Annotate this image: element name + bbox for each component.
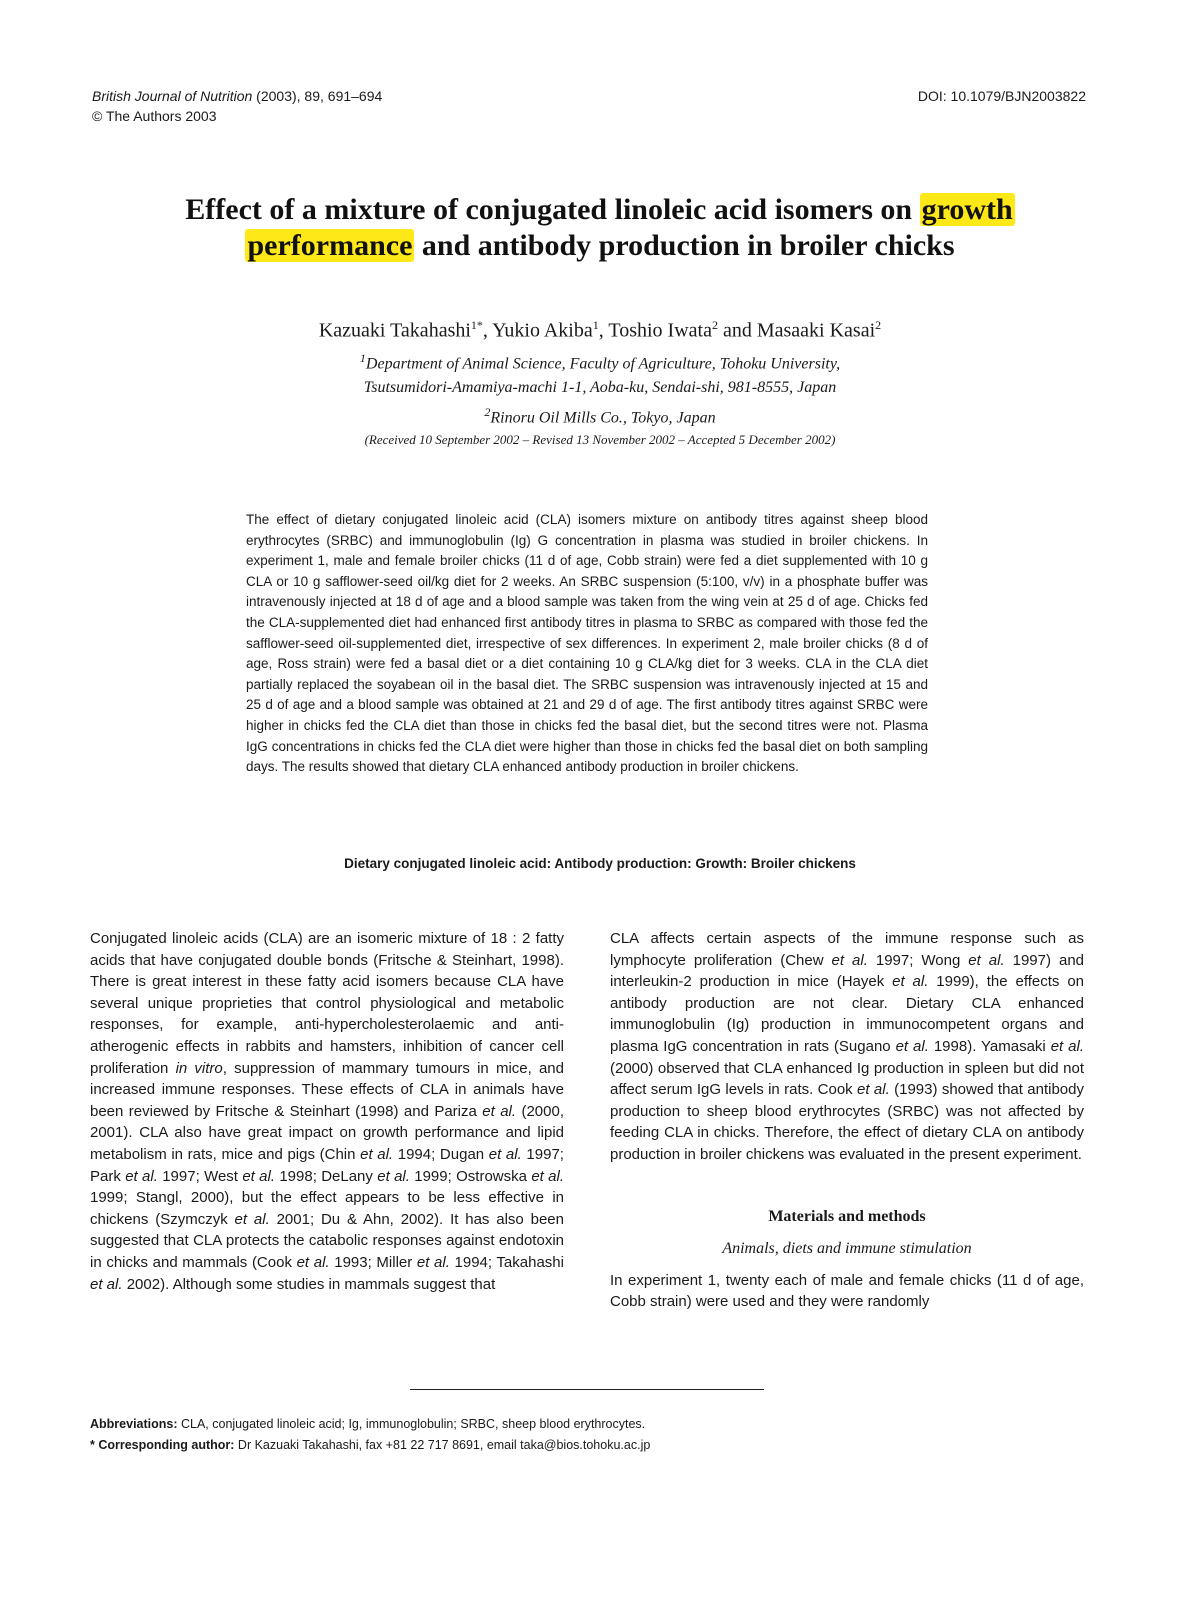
received-dates: (Received 10 September 2002 – Revised 13 November 2002 – Accepted 5 December 2002) bbox=[364, 432, 836, 447]
methods-paragraph: In experiment 1, twenty each of male and female chicks (11 d of age, Cobb strain) were used and they were randomly bbox=[610, 1271, 1084, 1311]
body-column-right bbox=[610, 928, 1084, 1313]
subsection-title: Animals, diets and immune stimulation bbox=[722, 1239, 972, 1257]
footnote-corresponding-author bbox=[90, 1436, 1110, 1454]
journal-citation bbox=[92, 86, 382, 106]
section-title: Materials and methods bbox=[768, 1207, 926, 1225]
author-name: Toshio Iwata bbox=[608, 319, 712, 342]
abstract: The effect of dietary conjugated linoleic acid (CLA) isomers mixture on antibody titres against sheep blood erythrocytes (SRBC) and immunoglobulin (Ig) G concentration in plasma was studied in broiler chickens. In experiment 1, male and female broiler chicks (11 d of age, Cobb strain) were fed a diet supplemented with 10 g CLA or 10 g safflower-seed oil/kg diet for 2 weeks. An SRBC suspension (5:100, v/v) in a phosphate buffer was intravenously injected at 18 d of age and a blood sample was taken from the wing vein at 25 d of age. Chicks fed the CLA-supplemented diet had enhanced first antibody titres in plasma to SRBC as compared with those fed the safflower-seed oil-supplemented diet, irrespective of sex differences. In experiment 2, male broiler chicks (8 d of age, Ross strain) were fed a basal diet or a diet containing 10 g CLA/kg diet for 3 weeks. CLA in the CLA diet partially replaced the soyabean oil in the basal diet. The SRBC suspension was intravenously injected at 15 and 25 d of age and a blood sample was obtained at 21 and 29 d of age. The first antibody titres against SRBC were higher in chicks fed the CLA diet than those in chicks fed the basal diet, but the second titres were not. Plasma IgG concentrations in chicks fed the CLA diet were higher than those in chicks fed the basal diet on both sampling days. The results showed that dietary CLA enhanced antibody production in broiler chickens. bbox=[246, 512, 928, 775]
affiliations bbox=[90, 346, 1110, 431]
affiliation-text: Department of Animal Science, Faculty of Agriculture, Tohoku University, bbox=[365, 355, 841, 373]
body-column-left bbox=[90, 928, 564, 1295]
affiliation-mark: 2 bbox=[484, 405, 491, 420]
affiliation-text: Rinoru Oil Mills Co., Tokyo, Japan bbox=[490, 409, 716, 427]
author-name: Yukio Akiba bbox=[492, 319, 593, 342]
author-name: Kazuaki Takahashi bbox=[318, 319, 471, 342]
affiliation-2 bbox=[90, 400, 1110, 430]
author-mark: 1 bbox=[592, 318, 599, 332]
affiliation-1-address: Tsutsumidori-Amamiya-machi 1-1, Aoba-ku, Sendai-shi, 981-8555, Japan bbox=[363, 379, 837, 397]
author-conjunction: and bbox=[717, 319, 757, 342]
footnote-text: CLA, conjugated linoleic acid; Ig, immunoglobulin; SRBC, sheep blood erythrocytes. bbox=[177, 1417, 646, 1431]
footnote-abbreviations bbox=[90, 1415, 1110, 1433]
intro-paragraph: Conjugated linoleic acids (CLA) are an isomeric mixture of 18 : 2 fatty acids that have conjugated double bonds (Fritsche & Steinhart, 1998). There is great interest in these fatty acid isomers because CLA have several unique proprieties that control physiological and metabolic responses, for example, anti-hypercholesterolaemic and anti-atherogenic effects in rabbits and hamsters, inhibition of cancer cell proliferation in vitro, suppression of mammary tumours in mice, and increased immune responses. These effects of CLA in animals have been reviewed by Fritsche & Steinhart (1998) and Pariza et al. (2000, 2001). CLA also have great impact on growth performance and lipid metabolism in rats, mice and pigs (Chin et al. 1994; Dugan et al. 1997; Park et al. 1997; West et al. 1998; DeLany et al. 1999; Ostrowska et al. 1999; Stangl, 2000), but the effect appears to be less effective in chickens (Szymczyk et al. 2001; Du & Ahn, 2002). It has also been suggested that CLA protects the catabolic responses against endotoxin in chicks and mammals (Cook et al. 1993; Miller et al. 1994; Takahashi et al. 2002). Although some studies in mammals suggest that bbox=[90, 930, 564, 1293]
author-mark: 2 bbox=[711, 318, 718, 332]
intro-paragraph-continued: CLA affects certain aspects of the immune response such as lymphocyte proliferation (Chew et al. 1997; Wong et al. 1997) and interleukin-2 production in mice (Hayek et al. 1999), the effects on antibody production are not clear. Dietary CLA enhanced immunoglobulin (Ig) production in immunocompetent organs and plasma IgG concentration in rats (Sugano et al. 1998). Yamasaki et al. (2000) observed that CLA enhanced Ig production in spleen but did not affect serum IgG levels in rats. Cook et al. (1993) showed that antibody production to sheep blood erythrocytes (SRBC) was not affected by feeding CLA in chicks. Therefore, the effect of dietary CLA on antibody production in broiler chickens was evaluated in the present experiment. bbox=[610, 930, 1085, 1163]
footnote-text: Dr Kazuaki Takahashi, fax +81 22 717 8691, email taka@bios.tohoku.ac.jp bbox=[234, 1438, 651, 1452]
citation-details: (2003), 89, 691–694 bbox=[252, 88, 383, 104]
title-highlight-growth: growth bbox=[921, 193, 1013, 226]
title-part2: and antibody production in broiler chicks bbox=[414, 229, 955, 262]
author-list: Kazuaki Takahashi$^{1*}$, Yukio Akiba$^1$, Toshio Iwata$^2$ and Masaaki Kasai$^2$ bbox=[318, 318, 882, 342]
footnote-label: * Corresponding author: bbox=[90, 1438, 235, 1452]
affiliation-1 bbox=[90, 346, 1110, 376]
title-highlight-performance: performance bbox=[247, 229, 413, 262]
author-name: Masaaki Kasai bbox=[756, 319, 876, 342]
author-mark: 1* bbox=[470, 318, 483, 332]
doi-label: DOI: 10.1079/BJN2003822 bbox=[917, 88, 1086, 104]
title-part1: Effect of a mixture of conjugated linoleic acid isomers on bbox=[185, 193, 920, 226]
footnote-divider bbox=[410, 1389, 764, 1390]
footnote-label: Abbreviations: bbox=[90, 1417, 178, 1431]
copyright-notice: © The Authors 2003 bbox=[92, 108, 217, 124]
keywords: Dietary conjugated linoleic acid: Antibody production: Growth: Broiler chickens bbox=[344, 856, 856, 871]
article-title bbox=[90, 192, 1110, 264]
affiliation-mark: 1 bbox=[359, 351, 366, 365]
journal-name: British Journal of Nutrition bbox=[92, 88, 253, 104]
author-mark: 2 bbox=[875, 318, 882, 332]
journal-header bbox=[92, 86, 382, 126]
